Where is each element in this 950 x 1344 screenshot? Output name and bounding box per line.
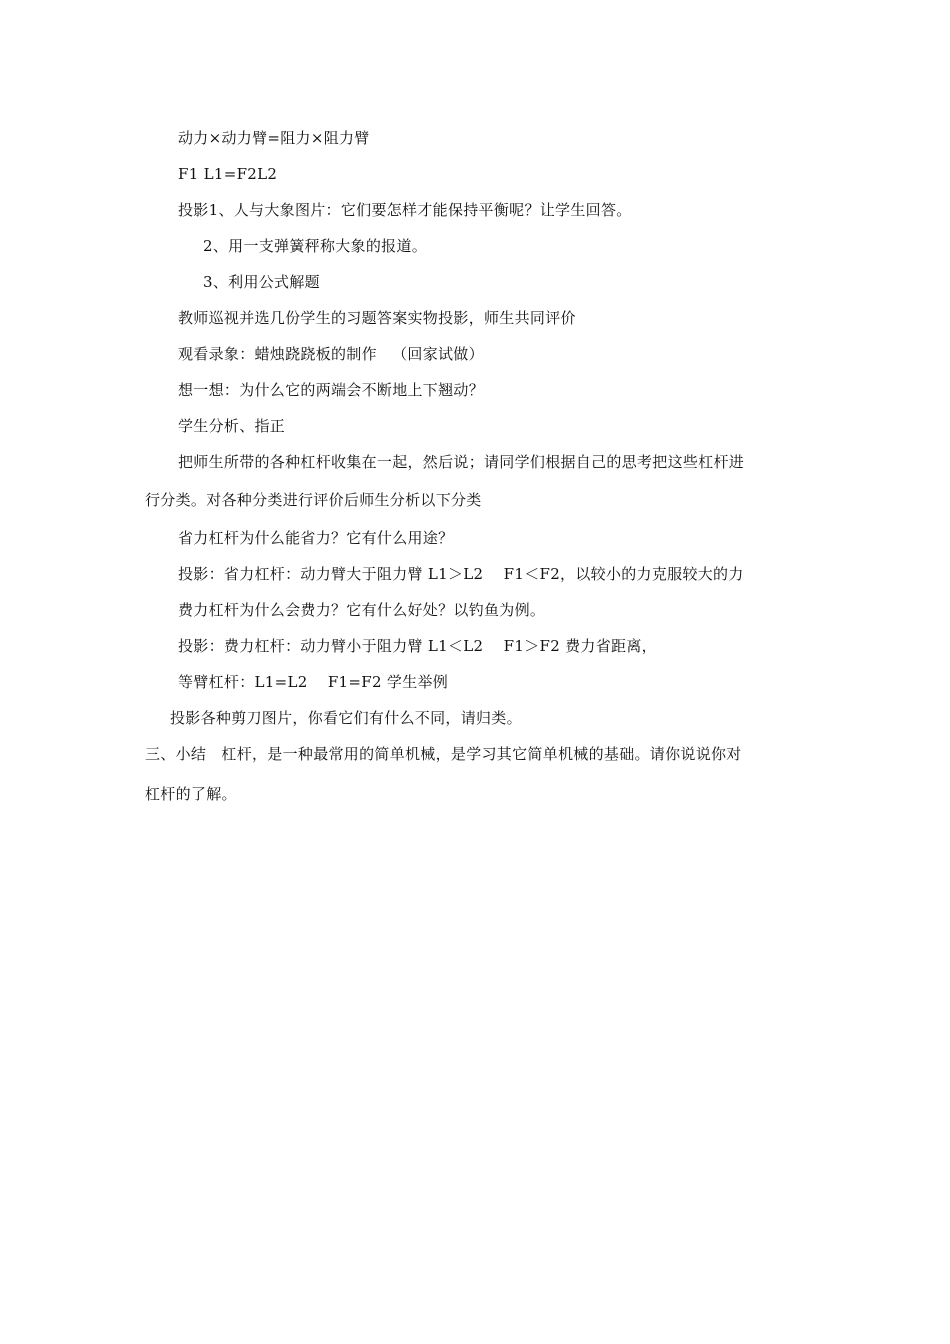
effort-costing-projection: 投影：费力杠杆：动力臂小于阻力臂 L1＜L2 F1＞F2 费力省距离， [178,637,657,655]
scissors-projection-line: 投影各种剪刀图片，你看它们有什么不同，请归类。 [170,709,522,727]
projection-3-line: 3、利用公式解题 [203,273,320,291]
video-watch-line: 观看录象：蜡烛跷跷板的制作 （回家试做） [178,345,484,363]
formula-symbol-line: F1 L1=F2L2 [178,165,278,183]
projection-1-line: 投影1、人与大象图片：它们要怎样才能保持平衡呢？让学生回答。 [178,201,632,219]
equal-arm-lever-line: 等臂杠杆：L1=L2 F1=F2 学生举例 [178,673,449,691]
projection-2-line: 2、用一支弹簧秤称大象的报道。 [203,237,428,255]
teacher-review-line: 教师巡视并选几份学生的习题答案实物投影，师生共同评价 [178,309,576,327]
summary-line: 三、小结 杠杆，是一种最常用的简单机械，是学习其它简单机械的基础。请你说说你对 [145,745,742,763]
effort-costing-question: 费力杠杆为什么会费力？它有什么好处？以钓鱼为例。 [178,601,546,619]
collect-levers-line: 把师生所带的各种杠杆收集在一起，然后说；请同学们根据自己的思考把这些杠杆进 [178,453,745,471]
summary-continued-line: 杠杆的了解。 [145,785,237,803]
student-analysis-line: 学生分析、指正 [178,417,286,435]
effort-saving-projection: 投影：省力杠杆：动力臂大于阻力臂 L1＞L2 F1＜F2，以较小的力克服较大的力 [178,565,744,583]
formula-text-line: 动力×动力臂=阻力×阻力臂 [178,129,370,147]
effort-saving-question: 省力杠杆为什么能省力？它有什么用途？ [178,529,454,547]
think-question-line: 想一想：为什么它的两端会不断地上下翘动？ [178,381,485,399]
classify-levers-line: 行分类。对各种分类进行评价后师生分析以下分类 [145,491,482,509]
